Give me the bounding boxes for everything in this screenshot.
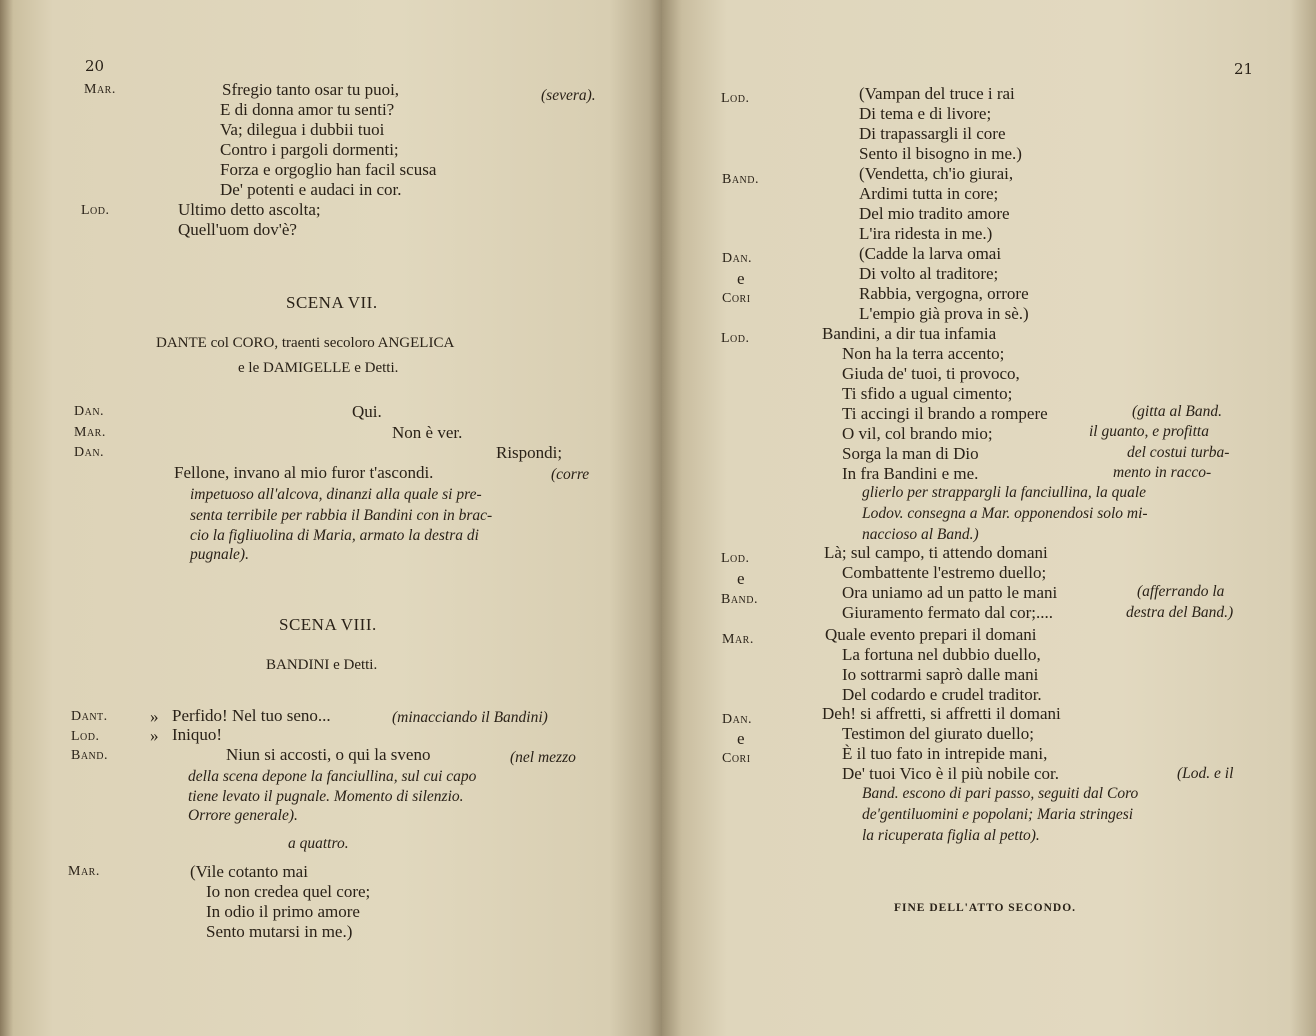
speaker-label: Dan.: [74, 404, 105, 419]
verse-line: In odio il primo amore: [206, 902, 360, 921]
page-number: 20: [85, 57, 105, 75]
verse-line: Non ha la terra accento;: [842, 344, 1005, 363]
cast-list: e le DAMIGELLE e Detti.: [238, 360, 399, 376]
speaker-label: Dan.: [722, 251, 753, 266]
verse-line: Del mio tradito amore: [859, 204, 1010, 223]
speaker-label: Lod.: [721, 331, 750, 346]
verse-line: Del codardo e crudel traditor.: [842, 685, 1042, 704]
scene-heading: SCENA VII.: [286, 293, 378, 312]
speaker-label: Dant.: [71, 709, 108, 724]
verse-line: (Vampan del truce i rai: [859, 84, 1015, 103]
verse-line: De' potenti e audaci in cor.: [220, 180, 402, 199]
verse-line: Va; dilegua i dubbii tuoi: [220, 120, 385, 139]
verse-line: Deh! si affretti, si affretti il domani: [822, 704, 1061, 723]
verse-line: Perfido! Nel tuo seno...: [172, 706, 331, 725]
speaker-label: Dan.: [74, 445, 105, 460]
verse-line: Ultimo detto ascolta;: [178, 200, 321, 219]
verse-line: Rabbia, vergogna, orrore: [859, 284, 1029, 303]
verse-line: L'ira ridesta in me.): [859, 224, 993, 243]
stage-direction: destra del Band.): [1126, 604, 1234, 621]
speaker-label: Band.: [71, 748, 109, 763]
verse-line: È il tuo fato in intrepide mani,: [842, 744, 1048, 763]
verse-line: Non è ver.: [392, 423, 463, 442]
verse-line: Quale evento prepari il domani: [825, 625, 1037, 644]
speaker-label: Mar.: [74, 425, 106, 440]
stage-direction: naccioso al Band.): [862, 526, 979, 543]
stage-direction: tiene levato il pugnale. Momento di silenzio.: [188, 788, 464, 805]
verse-line: Io sottrarmi saprò dalle mani: [842, 665, 1039, 684]
stage-direction: cio la figliuolina di Maria, armato la destra di: [190, 527, 479, 544]
stage-direction: glierlo per strappargli la fanciullina, la quale: [862, 484, 1147, 501]
verse-line: Ora uniamo ad un patto le mani: [842, 583, 1058, 602]
verse-line: O vil, col brando mio;: [842, 424, 993, 443]
stage-direction: del costui turba-: [1127, 444, 1230, 461]
verse-line: Contro i pargoli dormenti;: [220, 140, 399, 159]
quote-mark: »: [150, 726, 159, 745]
right-page: [662, 0, 1316, 1036]
verse-line: Quell'uom dov'è?: [178, 220, 297, 239]
verse-line: Sorga la man di Dio: [842, 444, 979, 463]
verse-line: Forza e orgoglio han facil scusa: [220, 160, 437, 179]
verse-line: Sento il bisogno in me.): [859, 144, 1022, 163]
speaker-label: Cori: [722, 751, 751, 766]
verse-line: (Vendetta, ch'io giurai,: [859, 164, 1014, 183]
speaker-label: Cori: [722, 291, 751, 306]
stage-direction: Band. escono di pari passo, seguiti dal Coro: [862, 785, 1139, 802]
stage-direction: (afferrando la: [1137, 583, 1225, 600]
verse-line: Ti sfido a ugual cimento;: [842, 384, 1013, 403]
speaker-label: Dan.: [722, 712, 753, 727]
stage-direction: (minacciando il Bandini): [392, 709, 548, 726]
stage-direction: mento in racco-: [1113, 464, 1212, 481]
speaker-conjunction: e: [737, 729, 745, 748]
verse-line: Ti accingi il brando a rompere: [842, 404, 1048, 423]
speaker-label: Band.: [721, 592, 759, 607]
verse-line: La fortuna nel dubbio duello,: [842, 645, 1041, 664]
quote-mark: »: [150, 707, 159, 726]
stage-direction: (Lod. e il: [1177, 765, 1234, 782]
verse-line: Testimon del giurato duello;: [842, 724, 1034, 743]
verse-line: Bandini, a dir tua infamia: [822, 324, 997, 343]
ensemble-heading: a quattro.: [288, 835, 349, 852]
stage-direction: la ricuperata figlia al petto).: [862, 827, 1040, 844]
verse-line: Io non credea quel core;: [206, 882, 371, 901]
stage-direction: Lodov. consegna a Mar. opponendosi solo mi-: [862, 505, 1148, 522]
verse-line: In fra Bandini e me.: [842, 464, 979, 483]
speaker-conjunction: e: [737, 269, 745, 288]
stage-direction: pugnale).: [190, 546, 249, 563]
stage-direction: Orrore generale).: [188, 807, 298, 824]
stage-direction: senta terribile per rabbia il Bandini con in brac-: [190, 507, 493, 524]
stage-direction: (nel mezzo: [510, 749, 576, 766]
stage-direction: della scena depone la fanciullina, sul cui capo: [188, 768, 477, 785]
verse-line: (Cadde la larva omai: [859, 244, 1002, 263]
stage-direction: impetuoso all'alcova, dinanzi alla quale si pre-: [190, 486, 482, 503]
verse-line: Qui.: [352, 402, 382, 421]
speaker-label: Mar.: [84, 82, 116, 97]
act-end-label: FINE DELL'ATTO SECONDO.: [894, 902, 1077, 914]
speaker-label: Lod.: [721, 551, 750, 566]
verse-line: Rispondi;: [496, 443, 563, 462]
speaker-label: Lod.: [721, 91, 750, 106]
speaker-conjunction: e: [737, 569, 745, 588]
verse-line: Di volto al traditore;: [859, 264, 999, 283]
verse-line: Di trapassargli il core: [859, 124, 1006, 143]
verse-line: Sfregio tanto osar tu puoi,: [222, 80, 400, 99]
speaker-label: Band.: [722, 172, 760, 187]
scene-heading: SCENA VIII.: [279, 615, 377, 634]
verse-line: De' tuoi Vico è il più nobile cor.: [842, 764, 1060, 783]
stage-direction: (corre: [551, 466, 590, 483]
verse-line: Combattente l'estremo duello;: [842, 563, 1047, 582]
speaker-label: Lod.: [81, 203, 110, 218]
verse-line: Ardimi tutta in core;: [859, 184, 999, 203]
page-number: 21: [1234, 60, 1254, 78]
verse-line: Iniquo!: [172, 725, 223, 744]
verse-line: E di donna amor tu senti?: [220, 100, 395, 119]
stage-direction: de'gentiluomini e popolani; Maria stringesi: [862, 806, 1134, 823]
verse-line: Giuramento fermato dal cor;....: [842, 603, 1054, 622]
stage-direction: il guanto, e profitta: [1089, 423, 1209, 440]
stage-direction: (severa).: [541, 87, 596, 104]
stage-direction: (gitta al Band.: [1132, 403, 1222, 420]
verse-line: (Vile cotanto mai: [190, 862, 308, 881]
verse-line: Niun si accosti, o qui la sveno: [226, 745, 431, 764]
verse-line: Fellone, invano al mio furor t'ascondi.: [174, 463, 434, 482]
verse-line: L'empio già prova in sè.): [859, 304, 1029, 323]
cast-list: BANDINI e Detti.: [266, 657, 378, 673]
verse-line: Là; sul campo, ti attendo domani: [824, 543, 1048, 562]
verse-line: Giuda de' tuoi, ti provoco,: [842, 364, 1020, 383]
speaker-label: Mar.: [722, 632, 754, 647]
speaker-label: Mar.: [68, 864, 100, 879]
verse-line: Sento mutarsi in me.): [206, 922, 353, 941]
speaker-label: Lod.: [71, 729, 100, 744]
cast-list: DANTE col CORO, traenti secoloro ANGELICA: [156, 335, 455, 351]
verse-line: Di tema e di livore;: [859, 104, 992, 123]
